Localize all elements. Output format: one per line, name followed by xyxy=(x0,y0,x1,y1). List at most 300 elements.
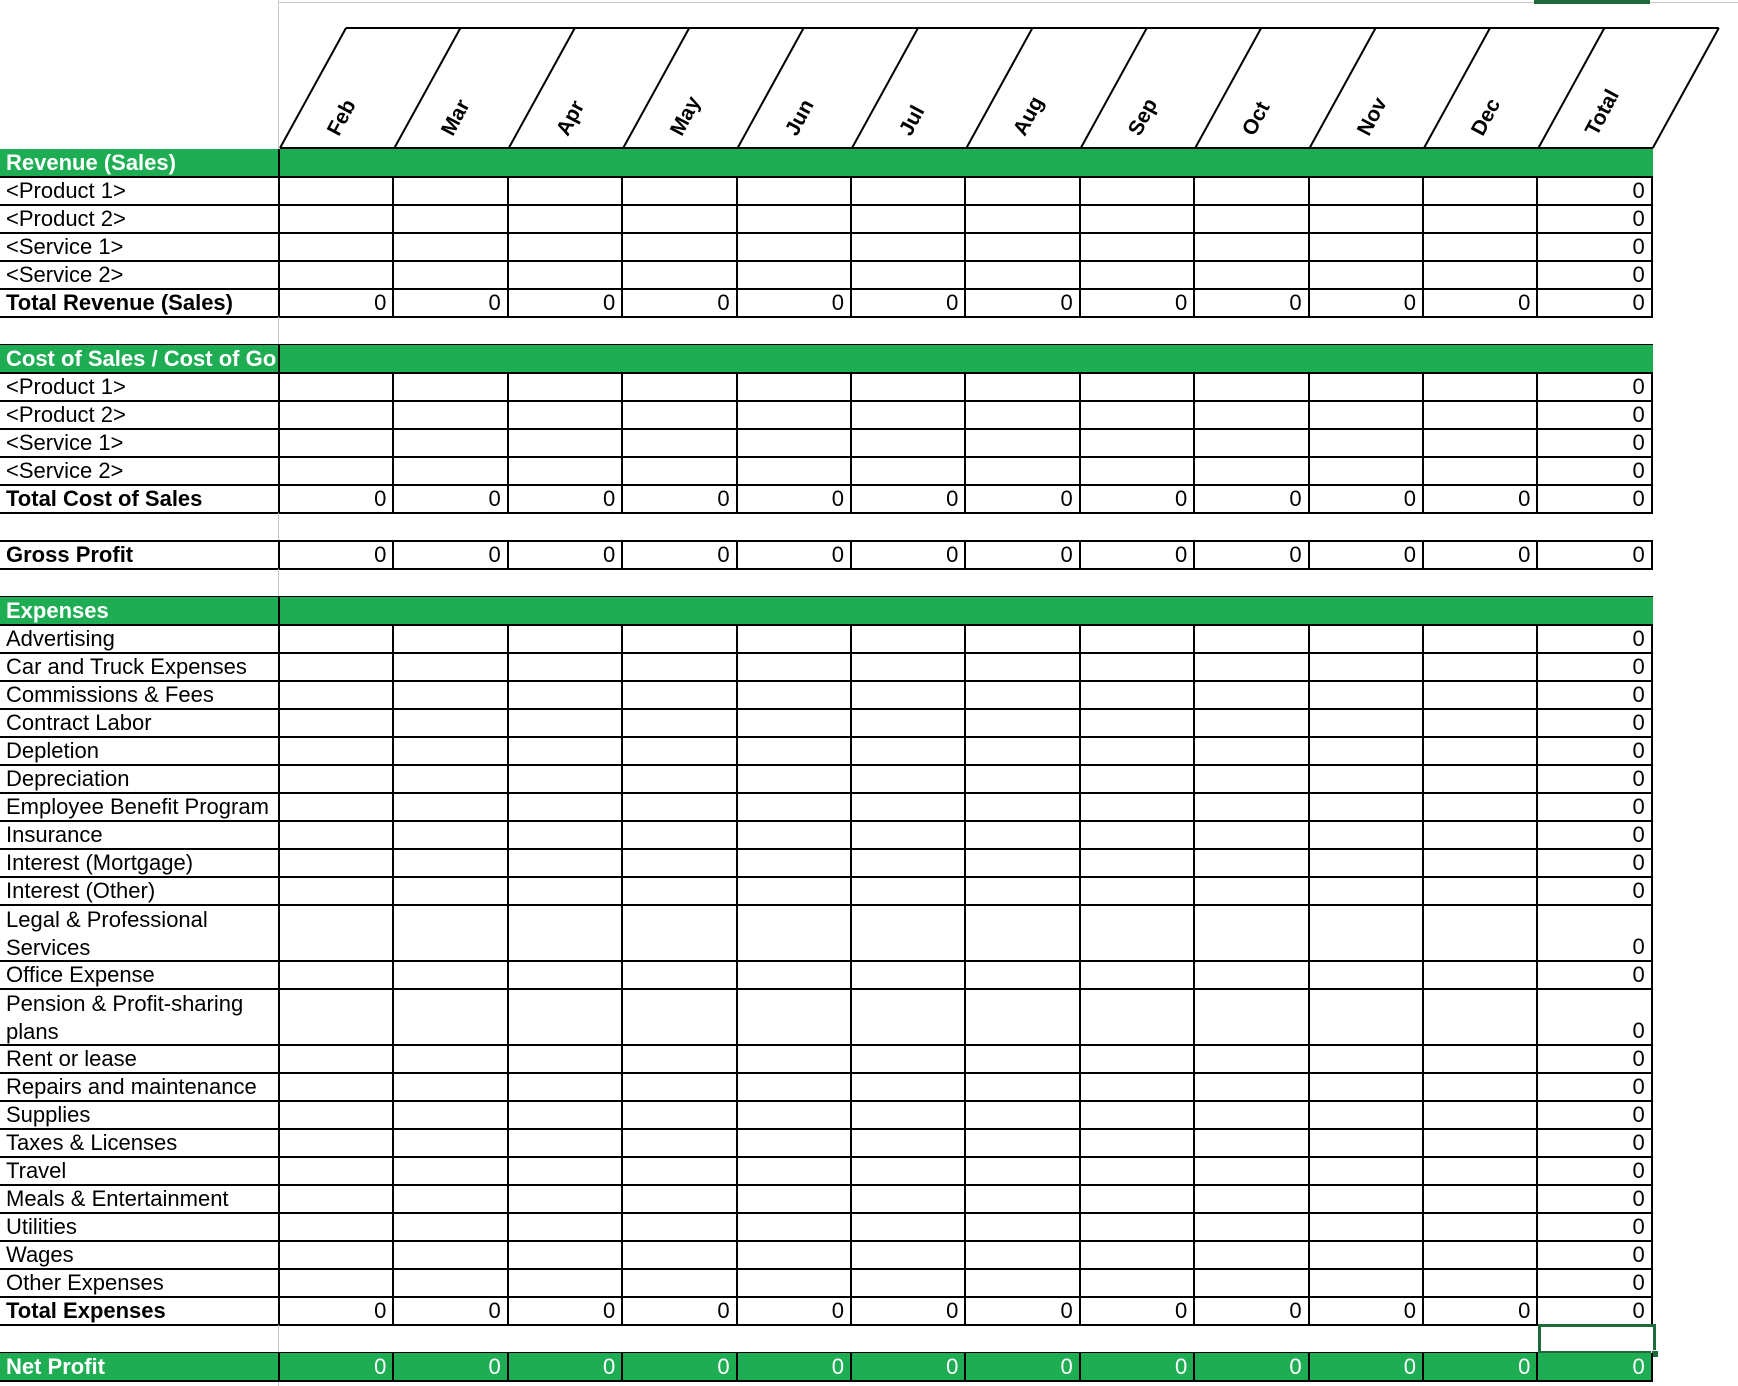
expense-item-cell-nov[interactable] xyxy=(1310,681,1424,709)
total-cost-of-sales-cell-apr[interactable]: 0 xyxy=(509,485,623,513)
revenue-item-cell-jul[interactable] xyxy=(852,261,966,289)
revenue-item-cell-feb[interactable] xyxy=(280,205,394,233)
total-expenses-cell-oct[interactable]: 0 xyxy=(1195,1297,1309,1325)
expense-item-cell-nov[interactable] xyxy=(1310,1185,1424,1213)
total-revenue-cell-jul[interactable]: 0 xyxy=(852,289,966,317)
expense-item-cell-oct[interactable] xyxy=(1195,821,1309,849)
expense-item-cell-mar[interactable] xyxy=(394,1101,508,1129)
total-revenue-cell-jun[interactable]: 0 xyxy=(738,289,852,317)
expense-item-cell-feb[interactable] xyxy=(280,989,394,1045)
cost-of-sales-item-cell-dec[interactable] xyxy=(1424,401,1538,429)
cost-of-sales-item-cell-mar[interactable] xyxy=(394,373,508,401)
expense-item-cell-may[interactable] xyxy=(623,1101,737,1129)
cost-of-sales-item-cell-oct[interactable] xyxy=(1195,373,1309,401)
expense-item-cell-feb[interactable] xyxy=(280,737,394,765)
cost-of-sales-item-cell-sep[interactable] xyxy=(1081,429,1195,457)
expense-item-cell-nov[interactable] xyxy=(1310,1213,1424,1241)
gross-profit-cell-total[interactable]: 0 xyxy=(1538,541,1652,569)
expense-item-cell-sep[interactable] xyxy=(1081,905,1195,961)
expense-item-cell-mar[interactable] xyxy=(394,653,508,681)
column-header-mar[interactable]: Mar xyxy=(437,95,476,140)
expense-item-cell-may[interactable] xyxy=(623,1269,737,1297)
expense-item-cell-apr[interactable] xyxy=(509,961,623,989)
expense-item-cell-dec[interactable] xyxy=(1424,681,1538,709)
cost-of-sales-item-cell-dec[interactable] xyxy=(1424,373,1538,401)
expense-item-cell-nov[interactable] xyxy=(1310,989,1424,1045)
cost-of-sales-item-cell-total[interactable]: 0 xyxy=(1538,429,1652,457)
expense-item-cell-feb[interactable] xyxy=(280,1129,394,1157)
expense-item-cell-aug[interactable] xyxy=(966,681,1080,709)
expense-item-cell-mar[interactable] xyxy=(394,1073,508,1101)
expense-item-cell-may[interactable] xyxy=(623,1241,737,1269)
revenue-item-cell-nov[interactable] xyxy=(1310,205,1424,233)
expense-item-cell-oct[interactable] xyxy=(1195,737,1309,765)
expense-item-cell-mar[interactable] xyxy=(394,1045,508,1073)
expense-item-cell-dec[interactable] xyxy=(1424,1241,1538,1269)
expense-item-cell-sep[interactable] xyxy=(1081,709,1195,737)
expense-item-cell-total[interactable]: 0 xyxy=(1538,821,1652,849)
cost-of-sales-item-cell-sep[interactable] xyxy=(1081,457,1195,485)
revenue-item-cell-jul[interactable] xyxy=(852,205,966,233)
total-cost-of-sales-cell-total[interactable]: 0 xyxy=(1538,485,1652,513)
expense-item-cell-jun[interactable] xyxy=(738,709,852,737)
expense-item-cell-jun[interactable] xyxy=(738,961,852,989)
revenue-item-cell-nov[interactable] xyxy=(1310,177,1424,205)
expense-item-cell-feb[interactable] xyxy=(280,625,394,653)
expense-item-cell-jun[interactable] xyxy=(738,625,852,653)
column-header-oct[interactable]: Oct xyxy=(1237,97,1275,140)
expense-item-cell-feb[interactable] xyxy=(280,709,394,737)
expense-item-cell-mar[interactable] xyxy=(394,1269,508,1297)
cost-of-sales-item-cell-jul[interactable] xyxy=(852,457,966,485)
expense-item-cell-total[interactable]: 0 xyxy=(1538,1157,1652,1185)
expense-item-cell-apr[interactable] xyxy=(509,1185,623,1213)
expense-item-cell-total[interactable]: 0 xyxy=(1538,1269,1652,1297)
expense-item-cell-jun[interactable] xyxy=(738,1101,852,1129)
expense-item-cell-nov[interactable] xyxy=(1310,737,1424,765)
net-profit-cell-oct[interactable]: 0 xyxy=(1195,1353,1309,1381)
expense-item-cell-feb[interactable] xyxy=(280,1073,394,1101)
gross-profit-cell-may[interactable]: 0 xyxy=(623,541,737,569)
gross-profit-cell-dec[interactable]: 0 xyxy=(1424,541,1538,569)
total-expenses-cell-aug[interactable]: 0 xyxy=(966,1297,1080,1325)
revenue-item-cell-mar[interactable] xyxy=(394,261,508,289)
cost-of-sales-item-cell-feb[interactable] xyxy=(280,457,394,485)
expense-item-cell-jul[interactable] xyxy=(852,1269,966,1297)
expense-item-cell-oct[interactable] xyxy=(1195,961,1309,989)
expense-item-cell-jun[interactable] xyxy=(738,877,852,905)
expense-item-cell-may[interactable] xyxy=(623,1045,737,1073)
expense-item-cell-jul[interactable] xyxy=(852,1157,966,1185)
expense-item-cell-aug[interactable] xyxy=(966,821,1080,849)
expense-item-cell-oct[interactable] xyxy=(1195,1101,1309,1129)
expense-item-cell-jun[interactable] xyxy=(738,1241,852,1269)
total-cost-of-sales-cell-sep[interactable]: 0 xyxy=(1081,485,1195,513)
expense-item-cell-jun[interactable] xyxy=(738,653,852,681)
revenue-item-cell-apr[interactable] xyxy=(509,261,623,289)
expense-item-cell-oct[interactable] xyxy=(1195,877,1309,905)
expense-item-cell-jul[interactable] xyxy=(852,1129,966,1157)
expense-item-cell-apr[interactable] xyxy=(509,709,623,737)
expense-item-cell-total[interactable]: 0 xyxy=(1538,877,1652,905)
gross-profit-cell-apr[interactable]: 0 xyxy=(509,541,623,569)
expense-item-cell-may[interactable] xyxy=(623,821,737,849)
column-header-apr[interactable]: Apr xyxy=(551,96,589,140)
revenue-item-cell-aug[interactable] xyxy=(966,205,1080,233)
expense-item-cell-nov[interactable] xyxy=(1310,1157,1424,1185)
cost-of-sales-item-cell-total[interactable]: 0 xyxy=(1538,373,1652,401)
expense-item-cell-jul[interactable] xyxy=(852,1213,966,1241)
expense-item-cell-oct[interactable] xyxy=(1195,765,1309,793)
revenue-item-cell-aug[interactable] xyxy=(966,261,1080,289)
cost-of-sales-item-cell-may[interactable] xyxy=(623,373,737,401)
revenue-item-cell-nov[interactable] xyxy=(1310,233,1424,261)
expense-item-cell-oct[interactable] xyxy=(1195,1045,1309,1073)
expense-item-cell-may[interactable] xyxy=(623,1213,737,1241)
expense-item-cell-apr[interactable] xyxy=(509,849,623,877)
revenue-item-cell-feb[interactable] xyxy=(280,177,394,205)
expense-item-cell-dec[interactable] xyxy=(1424,765,1538,793)
expense-item-cell-feb[interactable] xyxy=(280,1045,394,1073)
cost-of-sales-item-cell-oct[interactable] xyxy=(1195,429,1309,457)
revenue-item-cell-jul[interactable] xyxy=(852,233,966,261)
expense-item-cell-jun[interactable] xyxy=(738,1073,852,1101)
expense-item-cell-total[interactable]: 0 xyxy=(1538,849,1652,877)
expense-item-cell-may[interactable] xyxy=(623,681,737,709)
expense-item-cell-total[interactable]: 0 xyxy=(1538,709,1652,737)
expense-item-cell-sep[interactable] xyxy=(1081,961,1195,989)
expense-item-cell-dec[interactable] xyxy=(1424,989,1538,1045)
expense-item-cell-dec[interactable] xyxy=(1424,1213,1538,1241)
expense-item-cell-oct[interactable] xyxy=(1195,849,1309,877)
expense-item-cell-feb[interactable] xyxy=(280,905,394,961)
cost-of-sales-item-cell-aug[interactable] xyxy=(966,429,1080,457)
expense-item-cell-aug[interactable] xyxy=(966,1185,1080,1213)
expense-item-cell-nov[interactable] xyxy=(1310,793,1424,821)
expense-item-cell-mar[interactable] xyxy=(394,709,508,737)
expense-item-cell-nov[interactable] xyxy=(1310,821,1424,849)
expense-item-cell-may[interactable] xyxy=(623,877,737,905)
revenue-item-cell-feb[interactable] xyxy=(280,233,394,261)
expense-item-cell-mar[interactable] xyxy=(394,877,508,905)
cost-of-sales-item-cell-jul[interactable] xyxy=(852,429,966,457)
cost-of-sales-item-cell-oct[interactable] xyxy=(1195,457,1309,485)
net-profit-cell-nov[interactable]: 0 xyxy=(1310,1353,1424,1381)
revenue-item-cell-total[interactable]: 0 xyxy=(1538,233,1652,261)
expense-item-cell-may[interactable] xyxy=(623,905,737,961)
expense-item-cell-apr[interactable] xyxy=(509,821,623,849)
total-expenses-cell-nov[interactable]: 0 xyxy=(1310,1297,1424,1325)
expense-item-cell-sep[interactable] xyxy=(1081,1045,1195,1073)
expense-item-cell-sep[interactable] xyxy=(1081,1129,1195,1157)
expense-item-cell-apr[interactable] xyxy=(509,905,623,961)
expense-item-cell-apr[interactable] xyxy=(509,793,623,821)
column-header-may[interactable]: May xyxy=(665,92,706,140)
expense-item-cell-total[interactable]: 0 xyxy=(1538,1241,1652,1269)
net-profit-cell-may[interactable]: 0 xyxy=(623,1353,737,1381)
total-cost-of-sales-cell-may[interactable]: 0 xyxy=(623,485,737,513)
cost-of-sales-item-cell-apr[interactable] xyxy=(509,429,623,457)
expense-item-cell-jun[interactable] xyxy=(738,1269,852,1297)
expense-item-cell-total[interactable]: 0 xyxy=(1538,765,1652,793)
expense-item-cell-dec[interactable] xyxy=(1424,625,1538,653)
total-expenses-cell-feb[interactable]: 0 xyxy=(280,1297,394,1325)
gross-profit-cell-aug[interactable]: 0 xyxy=(966,541,1080,569)
column-header-feb[interactable]: Feb xyxy=(322,95,361,140)
cost-of-sales-item-cell-aug[interactable] xyxy=(966,457,1080,485)
expense-item-cell-sep[interactable] xyxy=(1081,821,1195,849)
gross-profit-cell-oct[interactable]: 0 xyxy=(1195,541,1309,569)
expense-item-cell-may[interactable] xyxy=(623,625,737,653)
expense-item-cell-oct[interactable] xyxy=(1195,1213,1309,1241)
expense-item-cell-may[interactable] xyxy=(623,989,737,1045)
cost-of-sales-item-cell-aug[interactable] xyxy=(966,401,1080,429)
total-expenses-cell-jun[interactable]: 0 xyxy=(738,1297,852,1325)
total-expenses-cell-dec[interactable]: 0 xyxy=(1424,1297,1538,1325)
expense-item-cell-total[interactable]: 0 xyxy=(1538,905,1652,961)
expense-item-cell-jun[interactable] xyxy=(738,1157,852,1185)
total-cost-of-sales-cell-jun[interactable]: 0 xyxy=(738,485,852,513)
total-revenue-cell-may[interactable]: 0 xyxy=(623,289,737,317)
expense-item-cell-nov[interactable] xyxy=(1310,625,1424,653)
cost-of-sales-item-cell-feb[interactable] xyxy=(280,401,394,429)
expense-item-cell-total[interactable]: 0 xyxy=(1538,961,1652,989)
revenue-item-cell-jun[interactable] xyxy=(738,233,852,261)
expense-item-cell-jun[interactable] xyxy=(738,1129,852,1157)
expense-item-cell-jul[interactable] xyxy=(852,849,966,877)
total-expenses-cell-may[interactable]: 0 xyxy=(623,1297,737,1325)
expense-item-cell-sep[interactable] xyxy=(1081,1185,1195,1213)
expense-item-cell-aug[interactable] xyxy=(966,1213,1080,1241)
cost-of-sales-item-cell-mar[interactable] xyxy=(394,401,508,429)
expense-item-cell-dec[interactable] xyxy=(1424,1073,1538,1101)
revenue-item-cell-feb[interactable] xyxy=(280,261,394,289)
cost-of-sales-item-cell-sep[interactable] xyxy=(1081,401,1195,429)
cost-of-sales-item-cell-feb[interactable] xyxy=(280,429,394,457)
gross-profit-cell-feb[interactable]: 0 xyxy=(280,541,394,569)
cost-of-sales-item-cell-sep[interactable] xyxy=(1081,373,1195,401)
expense-item-cell-mar[interactable] xyxy=(394,1185,508,1213)
column-header-dec[interactable]: Dec xyxy=(1466,94,1506,140)
expense-item-cell-nov[interactable] xyxy=(1310,1045,1424,1073)
net-profit-cell-apr[interactable]: 0 xyxy=(509,1353,623,1381)
expense-item-cell-apr[interactable] xyxy=(509,681,623,709)
expense-item-cell-dec[interactable] xyxy=(1424,653,1538,681)
expense-item-cell-jul[interactable] xyxy=(852,681,966,709)
expense-item-cell-dec[interactable] xyxy=(1424,793,1538,821)
expense-item-cell-apr[interactable] xyxy=(509,1045,623,1073)
total-cost-of-sales-cell-oct[interactable]: 0 xyxy=(1195,485,1309,513)
gross-profit-cell-jul[interactable]: 0 xyxy=(852,541,966,569)
expense-item-cell-mar[interactable] xyxy=(394,1157,508,1185)
expense-item-cell-dec[interactable] xyxy=(1424,709,1538,737)
expense-item-cell-may[interactable] xyxy=(623,1157,737,1185)
expense-item-cell-nov[interactable] xyxy=(1310,709,1424,737)
total-revenue-cell-mar[interactable]: 0 xyxy=(394,289,508,317)
expense-item-cell-oct[interactable] xyxy=(1195,653,1309,681)
expense-item-cell-apr[interactable] xyxy=(509,877,623,905)
expense-item-cell-mar[interactable] xyxy=(394,625,508,653)
net-profit-cell-feb[interactable]: 0 xyxy=(280,1353,394,1381)
expense-item-cell-jun[interactable] xyxy=(738,1045,852,1073)
expense-item-cell-aug[interactable] xyxy=(966,765,1080,793)
cost-of-sales-item-cell-may[interactable] xyxy=(623,401,737,429)
total-cost-of-sales-cell-jul[interactable]: 0 xyxy=(852,485,966,513)
revenue-item-cell-sep[interactable] xyxy=(1081,233,1195,261)
expense-item-cell-dec[interactable] xyxy=(1424,737,1538,765)
revenue-item-cell-jun[interactable] xyxy=(738,261,852,289)
expense-item-cell-sep[interactable] xyxy=(1081,625,1195,653)
expense-item-cell-aug[interactable] xyxy=(966,961,1080,989)
expense-item-cell-aug[interactable] xyxy=(966,737,1080,765)
expense-item-cell-oct[interactable] xyxy=(1195,793,1309,821)
expense-item-cell-apr[interactable] xyxy=(509,1101,623,1129)
column-header-jul[interactable]: Jul xyxy=(894,101,930,140)
total-revenue-cell-total[interactable]: 0 xyxy=(1538,289,1652,317)
expense-item-cell-oct[interactable] xyxy=(1195,989,1309,1045)
expense-item-cell-nov[interactable] xyxy=(1310,1241,1424,1269)
expense-item-cell-mar[interactable] xyxy=(394,793,508,821)
cost-of-sales-item-cell-aug[interactable] xyxy=(966,373,1080,401)
expense-item-cell-jul[interactable] xyxy=(852,961,966,989)
expense-item-cell-mar[interactable] xyxy=(394,905,508,961)
revenue-item-cell-total[interactable]: 0 xyxy=(1538,205,1652,233)
expense-item-cell-apr[interactable] xyxy=(509,653,623,681)
expense-item-cell-apr[interactable] xyxy=(509,1157,623,1185)
expense-item-cell-aug[interactable] xyxy=(966,653,1080,681)
expense-item-cell-may[interactable] xyxy=(623,849,737,877)
expense-item-cell-jul[interactable] xyxy=(852,1185,966,1213)
expense-item-cell-mar[interactable] xyxy=(394,1129,508,1157)
expense-item-cell-aug[interactable] xyxy=(966,877,1080,905)
expense-item-cell-dec[interactable] xyxy=(1424,1269,1538,1297)
revenue-item-cell-sep[interactable] xyxy=(1081,177,1195,205)
expense-item-cell-feb[interactable] xyxy=(280,681,394,709)
expense-item-cell-total[interactable]: 0 xyxy=(1538,1185,1652,1213)
expense-item-cell-apr[interactable] xyxy=(509,1269,623,1297)
total-revenue-cell-sep[interactable]: 0 xyxy=(1081,289,1195,317)
expense-item-cell-mar[interactable] xyxy=(394,1241,508,1269)
expense-item-cell-sep[interactable] xyxy=(1081,989,1195,1045)
expense-item-cell-sep[interactable] xyxy=(1081,1241,1195,1269)
expense-item-cell-sep[interactable] xyxy=(1081,1101,1195,1129)
expense-item-cell-feb[interactable] xyxy=(280,849,394,877)
expense-item-cell-apr[interactable] xyxy=(509,737,623,765)
net-profit-cell-dec[interactable]: 0 xyxy=(1424,1353,1538,1381)
expense-item-cell-may[interactable] xyxy=(623,765,737,793)
revenue-item-cell-total[interactable]: 0 xyxy=(1538,261,1652,289)
revenue-item-cell-apr[interactable] xyxy=(509,205,623,233)
expense-item-cell-nov[interactable] xyxy=(1310,849,1424,877)
expense-item-cell-total[interactable]: 0 xyxy=(1538,793,1652,821)
expense-item-cell-aug[interactable] xyxy=(966,905,1080,961)
expense-item-cell-may[interactable] xyxy=(623,1185,737,1213)
expense-item-cell-aug[interactable] xyxy=(966,1157,1080,1185)
expense-item-cell-jul[interactable] xyxy=(852,989,966,1045)
expense-item-cell-dec[interactable] xyxy=(1424,821,1538,849)
cost-of-sales-item-cell-jun[interactable] xyxy=(738,457,852,485)
total-cost-of-sales-cell-dec[interactable]: 0 xyxy=(1424,485,1538,513)
cost-of-sales-item-cell-total[interactable]: 0 xyxy=(1538,401,1652,429)
expense-item-cell-feb[interactable] xyxy=(280,1101,394,1129)
revenue-item-cell-oct[interactable] xyxy=(1195,177,1309,205)
cost-of-sales-item-cell-jun[interactable] xyxy=(738,401,852,429)
expense-item-cell-nov[interactable] xyxy=(1310,1101,1424,1129)
total-expenses-cell-mar[interactable]: 0 xyxy=(394,1297,508,1325)
revenue-item-cell-dec[interactable] xyxy=(1424,205,1538,233)
cost-of-sales-item-cell-mar[interactable] xyxy=(394,429,508,457)
expense-item-cell-feb[interactable] xyxy=(280,765,394,793)
revenue-item-cell-jul[interactable] xyxy=(852,177,966,205)
expense-item-cell-aug[interactable] xyxy=(966,1073,1080,1101)
expense-item-cell-jun[interactable] xyxy=(738,737,852,765)
expense-item-cell-feb[interactable] xyxy=(280,877,394,905)
expense-item-cell-apr[interactable] xyxy=(509,989,623,1045)
expense-item-cell-jul[interactable] xyxy=(852,625,966,653)
expense-item-cell-dec[interactable] xyxy=(1424,1129,1538,1157)
expense-item-cell-feb[interactable] xyxy=(280,653,394,681)
revenue-item-cell-apr[interactable] xyxy=(509,177,623,205)
expense-item-cell-jul[interactable] xyxy=(852,737,966,765)
expense-item-cell-mar[interactable] xyxy=(394,737,508,765)
expense-item-cell-sep[interactable] xyxy=(1081,737,1195,765)
cost-of-sales-item-cell-mar[interactable] xyxy=(394,457,508,485)
expense-item-cell-feb[interactable] xyxy=(280,793,394,821)
expense-item-cell-oct[interactable] xyxy=(1195,1129,1309,1157)
expense-item-cell-mar[interactable] xyxy=(394,765,508,793)
expense-item-cell-oct[interactable] xyxy=(1195,1073,1309,1101)
expense-item-cell-aug[interactable] xyxy=(966,709,1080,737)
expense-item-cell-jun[interactable] xyxy=(738,821,852,849)
gross-profit-cell-nov[interactable]: 0 xyxy=(1310,541,1424,569)
cost-of-sales-item-cell-jun[interactable] xyxy=(738,373,852,401)
expense-item-cell-mar[interactable] xyxy=(394,1213,508,1241)
expense-item-cell-nov[interactable] xyxy=(1310,1129,1424,1157)
revenue-item-cell-total[interactable]: 0 xyxy=(1538,177,1652,205)
cost-of-sales-item-cell-feb[interactable] xyxy=(280,373,394,401)
revenue-item-cell-mar[interactable] xyxy=(394,177,508,205)
expense-item-cell-feb[interactable] xyxy=(280,1185,394,1213)
expense-item-cell-nov[interactable] xyxy=(1310,653,1424,681)
expense-item-cell-sep[interactable] xyxy=(1081,1269,1195,1297)
total-revenue-cell-aug[interactable]: 0 xyxy=(966,289,1080,317)
expense-item-cell-aug[interactable] xyxy=(966,1101,1080,1129)
revenue-item-cell-sep[interactable] xyxy=(1081,205,1195,233)
expense-item-cell-jun[interactable] xyxy=(738,905,852,961)
expense-item-cell-aug[interactable] xyxy=(966,625,1080,653)
total-revenue-cell-nov[interactable]: 0 xyxy=(1310,289,1424,317)
net-profit-cell-total[interactable]: 0 xyxy=(1538,1353,1652,1381)
expense-item-cell-total[interactable]: 0 xyxy=(1538,989,1652,1045)
expense-item-cell-apr[interactable] xyxy=(509,625,623,653)
expense-item-cell-jul[interactable] xyxy=(852,1101,966,1129)
total-expenses-cell-jul[interactable]: 0 xyxy=(852,1297,966,1325)
column-header-aug[interactable]: Aug xyxy=(1009,92,1049,140)
expense-item-cell-aug[interactable] xyxy=(966,1241,1080,1269)
expense-item-cell-jul[interactable] xyxy=(852,905,966,961)
expense-item-cell-jul[interactable] xyxy=(852,1073,966,1101)
revenue-item-cell-dec[interactable] xyxy=(1424,177,1538,205)
cost-of-sales-item-cell-jun[interactable] xyxy=(738,429,852,457)
expense-item-cell-nov[interactable] xyxy=(1310,1073,1424,1101)
expense-item-cell-sep[interactable] xyxy=(1081,653,1195,681)
expense-item-cell-oct[interactable] xyxy=(1195,681,1309,709)
expense-item-cell-aug[interactable] xyxy=(966,1045,1080,1073)
expense-item-cell-apr[interactable] xyxy=(509,1241,623,1269)
revenue-item-cell-apr[interactable] xyxy=(509,233,623,261)
total-cost-of-sales-cell-mar[interactable]: 0 xyxy=(394,485,508,513)
expense-item-cell-oct[interactable] xyxy=(1195,709,1309,737)
